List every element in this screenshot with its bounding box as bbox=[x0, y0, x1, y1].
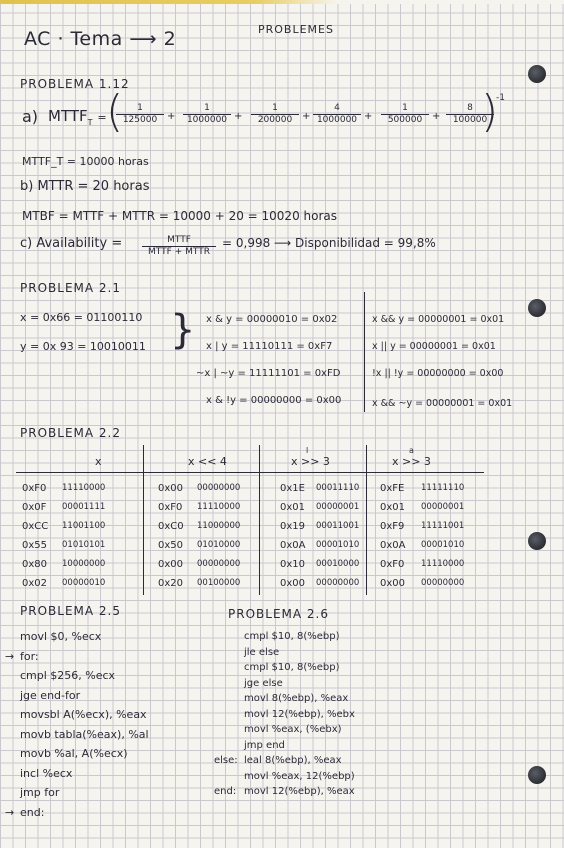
table-cell: 0xF0 bbox=[158, 502, 183, 513]
table-cell: 0x0A bbox=[380, 540, 406, 551]
table-cell: 00000001 bbox=[316, 502, 360, 512]
table-cell: 00000000 bbox=[316, 578, 360, 588]
table-cell: 0x19 bbox=[280, 521, 306, 532]
p21-right-0: x && y = 00000001 = 0x01 bbox=[372, 314, 505, 325]
arrow-icon: → bbox=[5, 649, 15, 663]
arrow-icon: → bbox=[5, 805, 15, 819]
table-cell: 01010101 bbox=[62, 540, 106, 550]
heading-problema-2-5: PROBLEMA 2.5 bbox=[20, 604, 121, 618]
table-cell: 11110000 bbox=[421, 559, 465, 569]
asm-line: leal 8(%ebp), %eax bbox=[244, 755, 342, 766]
asm-line: movl 12(%ebp), %eax bbox=[244, 786, 355, 797]
close-paren: ) bbox=[481, 86, 499, 137]
col-mark-logical: l bbox=[306, 446, 309, 455]
table-cell: 00011001 bbox=[316, 521, 360, 531]
col-header-shr3-logical: x >> 3 bbox=[291, 455, 330, 468]
table-cell: 00001010 bbox=[421, 540, 465, 550]
heading-problema-2-1: PROBLEMA 2.1 bbox=[20, 281, 121, 295]
p21-mid-0: x & y = 00000010 = 0x02 bbox=[206, 314, 338, 325]
p21-right-1: x || y = 00000001 = 0x01 bbox=[372, 341, 496, 352]
table-cell: 11110000 bbox=[62, 483, 106, 493]
table-cell: 00000000 bbox=[421, 578, 465, 588]
asm-line: cmpl $10, 8(%ebp) bbox=[244, 631, 340, 642]
table-cell: 00001010 bbox=[316, 540, 360, 550]
table-cell: 00000000 bbox=[197, 483, 241, 493]
plus-sign: + bbox=[234, 111, 243, 122]
table-col-divider bbox=[143, 445, 144, 595]
mttf-fraction: $\frac{8}{100000}$ bbox=[446, 103, 494, 126]
brace-icon: } bbox=[170, 307, 196, 353]
asm-line: cmpl $10, 8(%ebp) bbox=[244, 662, 340, 673]
table-cell: 00000001 bbox=[421, 502, 465, 512]
divider bbox=[364, 292, 365, 412]
page-title: AC · Tema ⟶ 2 bbox=[24, 28, 177, 50]
asm-line: movl %eax, 12(%ebp) bbox=[244, 770, 355, 782]
heading-problema-1-12: PROBLEMA 1.12 bbox=[20, 77, 130, 91]
asm-line: jmp for bbox=[20, 786, 60, 799]
mttf-fraction: $\frac{1}{125000}$ bbox=[116, 103, 164, 126]
p21-mid-3: x & !y = 00000000 = 0x00 bbox=[206, 395, 342, 406]
table-cell: 10000000 bbox=[62, 559, 106, 569]
asm-line: end: bbox=[20, 805, 45, 819]
table-cell: 0x50 bbox=[158, 540, 184, 551]
asm-label: else: bbox=[214, 755, 238, 766]
availability-result: = 0,998 ⟶ Disponibilidad = 99,8% bbox=[222, 236, 436, 250]
table-cell: 0x0A bbox=[280, 540, 306, 551]
table-cell: 0x20 bbox=[158, 578, 184, 589]
asm-line: jmp end bbox=[244, 739, 285, 751]
table-cell: 0xCC bbox=[22, 521, 49, 532]
table-cell: 11111110 bbox=[421, 483, 465, 493]
table-cell: 00100000 bbox=[197, 578, 241, 588]
part-c-label: c) Availability = bbox=[20, 236, 123, 251]
part-a-label: a) bbox=[22, 107, 39, 126]
asm-line: movl %eax, (%ebx) bbox=[244, 724, 342, 735]
mttf-lhs: $MTTF_T$ = bbox=[48, 107, 107, 127]
asm-line: jle else bbox=[244, 646, 280, 658]
binder-hole bbox=[528, 299, 546, 317]
asm-line: movl $0, %ecx bbox=[20, 630, 102, 643]
mttf-fraction: $\frac{4}{1000000}$ bbox=[313, 103, 361, 126]
availability-fraction: MTTF MTTF + MTTR bbox=[142, 235, 216, 258]
col-header-x: x bbox=[95, 455, 102, 468]
mttf-fraction: $\frac{1}{200000}$ bbox=[251, 103, 299, 126]
table-cell: 0xF9 bbox=[380, 521, 405, 532]
asm-line: cmpl $256, %ecx bbox=[20, 669, 116, 682]
col-mark-arith: a bbox=[409, 446, 414, 455]
table-cell: 0xF0 bbox=[22, 483, 47, 494]
table-cell: 11110000 bbox=[197, 502, 241, 512]
table-cell: 0x00 bbox=[380, 578, 406, 589]
table-cell: 00001111 bbox=[62, 502, 106, 512]
heading-problema-2-6: PROBLEMA 2.6 bbox=[228, 607, 329, 621]
table-col-divider bbox=[259, 445, 260, 595]
asm-label: end: bbox=[214, 786, 237, 797]
heading-problema-2-2: PROBLEMA 2.2 bbox=[20, 426, 121, 440]
table-cell: 00011110 bbox=[316, 483, 360, 493]
table-cell: 11111001 bbox=[421, 521, 465, 531]
part-b: b) MTTR = 20 horas bbox=[20, 179, 150, 194]
page-top-band bbox=[0, 0, 564, 4]
p21-mid-1: x | y = 11110111 = 0xF7 bbox=[206, 341, 333, 352]
table-cell: 11000000 bbox=[197, 521, 241, 531]
table-cell: 0x01 bbox=[280, 502, 306, 513]
table-cell: 0x00 bbox=[158, 559, 184, 570]
p21-right-3: x && ~y = 00000001 = 0x01 bbox=[372, 398, 513, 409]
asm-line: movb %al, A(%ecx) bbox=[20, 747, 128, 760]
mttf-fraction: $\frac{1}{500000}$ bbox=[381, 103, 429, 126]
plus-sign: + bbox=[302, 111, 311, 122]
asm-line: movb tabla(%eax), %al bbox=[20, 727, 149, 741]
exponent: -1 bbox=[496, 93, 505, 103]
table-cell: 0xF0 bbox=[380, 559, 405, 570]
asm-line: incl %ecx bbox=[20, 766, 73, 780]
page-subtitle: PROBLEMES bbox=[258, 23, 334, 36]
table-cell: 0x55 bbox=[22, 540, 48, 551]
table-cell: 0x0F bbox=[22, 502, 47, 513]
asm-line: movl 8(%ebp), %eax bbox=[244, 693, 349, 704]
plus-sign: + bbox=[364, 111, 373, 122]
mtbf-line: MTBF = MTTF + MTTR = 10000 + 20 = 10020 horas bbox=[22, 209, 337, 223]
table-col-divider bbox=[366, 445, 367, 595]
asm-line: jge else bbox=[244, 677, 283, 689]
plus-sign: + bbox=[432, 111, 441, 122]
binder-hole bbox=[528, 65, 546, 83]
mttf-result: MTTF_T = 10000 horas bbox=[22, 155, 149, 168]
table-cell: 0xC0 bbox=[158, 521, 184, 532]
table-cell: 0x02 bbox=[22, 578, 48, 589]
plus-sign: + bbox=[167, 111, 176, 122]
mttf-fraction: $\frac{1}{1000000}$ bbox=[183, 103, 231, 126]
table-cell: 0x80 bbox=[22, 559, 48, 570]
table-cell: 00000000 bbox=[197, 559, 241, 569]
asm-line: movl 12(%ebp), %ebx bbox=[244, 708, 355, 720]
asm-line: jge end-for bbox=[20, 688, 81, 702]
table-cell: 11001100 bbox=[62, 521, 106, 531]
p21-left-0: x = 0x66 = 01100110 bbox=[20, 311, 143, 324]
table-cell: 0xFE bbox=[380, 483, 405, 494]
table-rule bbox=[16, 472, 484, 473]
p21-right-2: !x || !y = 00000000 = 0x00 bbox=[372, 368, 504, 379]
arrow-icon: ⟶ bbox=[129, 28, 158, 50]
table-cell: 0x1E bbox=[280, 483, 305, 494]
table-cell: 00000010 bbox=[62, 578, 106, 588]
table-cell: 01010000 bbox=[197, 540, 241, 550]
table-cell: 0x00 bbox=[158, 483, 184, 494]
table-cell: 0x01 bbox=[380, 502, 406, 513]
col-header-shl4: x << 4 bbox=[188, 455, 227, 468]
col-header-shr3-arith: x >> 3 bbox=[392, 455, 431, 468]
p21-mid-2: ~x | ~y = 11111101 = 0xFD bbox=[196, 368, 341, 379]
binder-hole bbox=[528, 766, 546, 784]
table-cell: 0x10 bbox=[280, 559, 306, 570]
binder-hole bbox=[528, 532, 546, 550]
open-paren: ( bbox=[106, 86, 124, 137]
p21-left-1: y = 0x 93 = 10010011 bbox=[20, 340, 146, 353]
asm-line: for: bbox=[20, 649, 39, 663]
table-cell: 0x00 bbox=[280, 578, 306, 589]
asm-line: movsbl A(%ecx), %eax bbox=[20, 708, 147, 721]
table-cell: 00010000 bbox=[316, 559, 360, 569]
